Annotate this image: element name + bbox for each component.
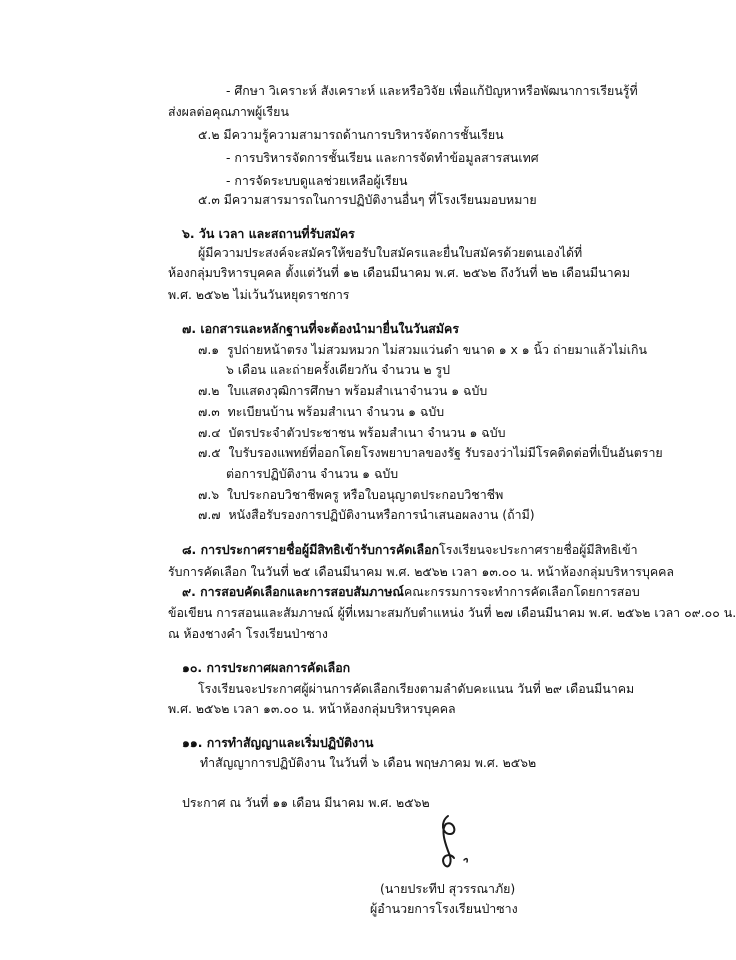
- doc-item-number: ๗.๑: [198, 342, 220, 357]
- section-8-text-first: โรงเรียนจะประกาศรายชื่อผู้มีสิทธิเข้า: [439, 542, 638, 557]
- section-8-line-2: รับการคัดเลือก ในวันที่ ๒๕ เดือนมีนาคม พ.ศ. ๒๕๖๒ เวลา ๑๓.๐๐ น. หน้าห้องกลุ่มบริหารบุคคล: [168, 564, 674, 579]
- doc-item-text: ใบประกอบวิชาชีพครู หรือใบอนุญาตประกอบวิชาชีพ: [227, 487, 504, 502]
- section-8-title: ๘. การประกาศรายชื่อผู้มีสิทธิเข้ารับการคัดเลือก: [182, 542, 440, 557]
- section-10-line-2: พ.ศ. ๒๕๖๒ เวลา ๑๓.๐๐ น. หน้าห้องกลุ่มบริหารบุคคล: [168, 701, 456, 716]
- doc-item: [198, 424, 505, 442]
- doc-item-text: ทะเบียนบ้าน พร้อมสำเนา จำนวน ๑ ฉบับ: [227, 404, 445, 419]
- doc-item-text: บัตรประจำตัวประชาชน พร้อมสำเนา จำนวน ๑ ฉบับ: [228, 425, 506, 440]
- signer-name: (นายประทีป สุวรรณาภัย): [380, 881, 516, 896]
- section-9-title: ๙. การสอบคัดเลือกและการสอบสัมภาษณ์: [182, 584, 404, 599]
- doc-item: [198, 341, 647, 359]
- signature: [420, 812, 500, 872]
- doc-item: [198, 486, 503, 504]
- section-10-line-1: โรงเรียนจะประกาศผู้ผ่านการคัดเลือกเรียงตามลำดับคะแนน วันที่ ๒๙ เดือนมีนาคม: [198, 681, 635, 696]
- doc-item-text: ใบรับรองแพทย์ที่ออกโดยโรงพยาบาลของรัฐ รับรองว่าไม่มีโรคติดต่อที่เป็นอันตราย: [228, 445, 663, 460]
- section-6-line-1: ผู้มีความประสงค์จะสมัครให้ขอรับใบสมัครและยื่นใบสมัครด้วยตนเองได้ที่: [198, 245, 583, 260]
- section-9-line-1: [182, 583, 640, 601]
- doc-item-text: หนังสือรับรองการปฏิบัติงานหรือการนำเสนอผลงาน (ถ้ามี): [228, 507, 535, 522]
- item-5-2: ๕.๒ มีความรู้ความสามารถด้านการบริหารจัดการชั้นเรียน: [198, 127, 504, 142]
- signer-title: ผู้อำนวยการโรงเรียนป่าซาง: [370, 901, 518, 916]
- research-line-1: - ศึกษา วิเคราะห์ สังเคราะห์ และหรือวิจัย เพื่อแก้ปัญหาหรือพัฒนาการเรียนรู้ที่: [226, 83, 638, 98]
- doc-item: [198, 382, 487, 400]
- item-5-2-b: - การจัดระบบดูแลช่วยเหลือผู้เรียน: [226, 173, 408, 188]
- doc-item-text: ใบแสดงวุฒิการศึกษา พร้อมสำเนาจำนวน ๑ ฉบับ: [227, 383, 488, 398]
- section-9-line-2: ข้อเขียน การสอนและสัมภาษณ์ ผู้ที่เหมาะสมกับตำแหน่ง วันที่ ๒๗ เดือนมีนาคม พ.ศ. ๒๕๖๒ เวลา ๐๙.๐๐ น.: [168, 605, 736, 620]
- section-11-title: ๑๑. การทำสัญญาและเริ่มปฏิบัติงาน: [182, 735, 374, 750]
- section-6-line-2: ห้องกลุ่มบริหารบุคคล ตั้งแต่วันที่ ๑๒ เดือนมีนาคม พ.ศ. ๒๕๖๒ ถึงวันที่ ๒๒ เดือนมีนาคม: [168, 265, 630, 280]
- doc-item-text: รูปถ่ายหน้าตรง ไม่สวมหมวก ไม่สวมแว่นดำ ขนาด ๑ x ๑ นิ้ว ถ่ายมาแล้วไม่เกิน: [227, 342, 647, 357]
- doc-item: [198, 444, 663, 462]
- section-6-title: ๖. วัน เวลา และสถานที่รับสมัคร: [182, 226, 355, 241]
- doc-item-number: ๗.๗: [198, 507, 221, 522]
- doc-item-number: ๗.๕: [198, 445, 221, 460]
- section-6-line-3: พ.ศ. ๒๕๖๒ ไม่เว้นวันหยุดราชการ: [168, 287, 350, 302]
- section-8-line-1: [182, 541, 638, 559]
- doc-item-continuation: ๖ เดือน และถ่ายครั้งเดียวกัน จำนวน ๒ รูป: [226, 362, 450, 377]
- doc-item: [198, 403, 444, 421]
- announcement-date: ประกาศ ณ วันที่ ๑๑ เดือน มีนาคม พ.ศ. ๒๕๖๒: [182, 795, 430, 810]
- section-7-title: ๗. เอกสารและหลักฐานที่จะต้องนำมายื่นในวันสมัคร: [182, 321, 459, 336]
- research-line-2: ส่งผลต่อคุณภาพผู้เรียน: [168, 104, 289, 119]
- item-5-2-a: - การบริหารจัดการชั้นเรียน และการจัดทำข้อมูลสารสนเทศ: [226, 150, 539, 165]
- doc-item-number: ๗.๔: [198, 425, 221, 440]
- doc-item-continuation: ต่อการปฏิบัติงาน จำนวน ๑ ฉบับ: [226, 466, 399, 481]
- item-5-3: ๕.๓ มีความสารมารถในการปฏิบัติงานอื่นๆ ที่โรงเรียนมอบหมาย: [198, 192, 537, 207]
- doc-item-number: ๗.๒: [198, 383, 220, 398]
- section-10-title: ๑๐. การประกาศผลการคัดเลือก: [182, 660, 351, 675]
- doc-item: [198, 506, 535, 524]
- doc-item-number: ๗.๓: [198, 404, 220, 419]
- section-9-line-3: ณ ห้องชางคำ โรงเรียนป่าซาง: [168, 626, 328, 641]
- section-9-text-first: คณะกรรมการจะทำการคัดเลือกโดยการสอบ: [403, 584, 640, 599]
- doc-item-number: ๗.๖: [198, 487, 220, 502]
- section-11-line-1: ทำสัญญาการปฏิบัติงาน ในวันที่ ๖ เดือน พฤษภาคม พ.ศ. ๒๕๖๒: [200, 755, 537, 770]
